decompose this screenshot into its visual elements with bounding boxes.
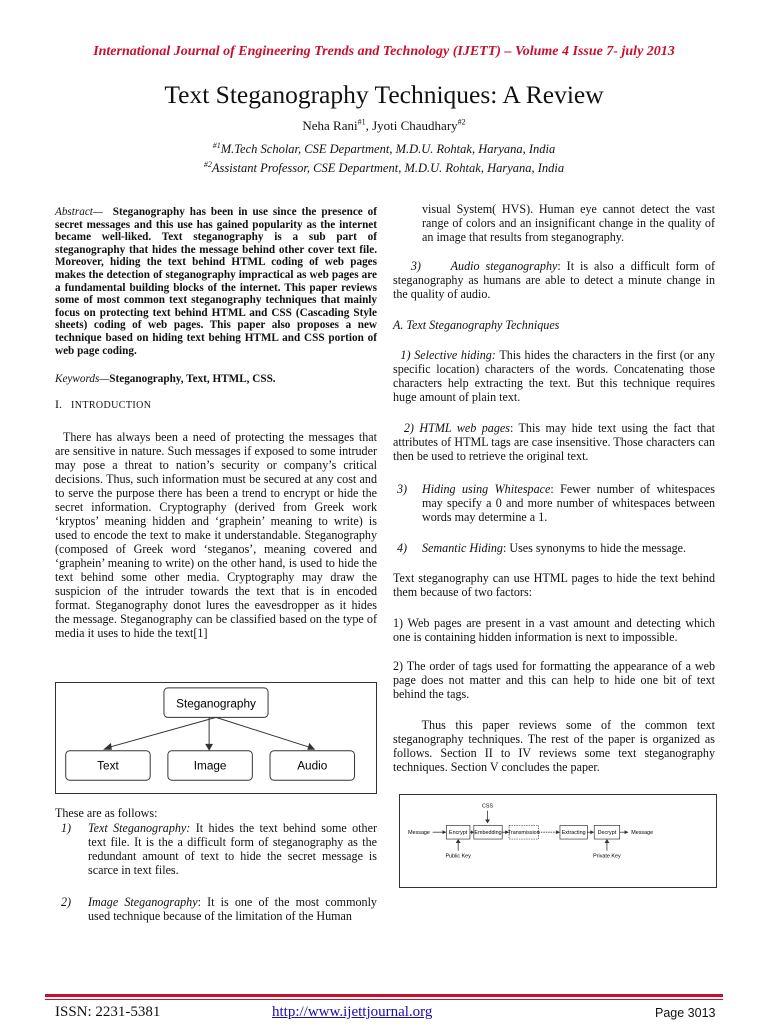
affiliation-2 [0,161,768,176]
technique-number: 1) [400,348,411,362]
encrypt-label: Encrypt [449,830,468,837]
section-number: I. [55,397,62,411]
item-text: It hides the text behind some other text file. It is the a difficult form of steganography as the redundant amount of text to hide the secret message is scarce in text files. [88,821,377,877]
affiliation-1 [0,142,768,157]
author-2-sup: #2 [457,117,466,127]
technique-number: 4) [397,541,408,555]
figure-2-diagram [400,795,716,887]
child-label-text: Text [97,759,119,773]
arrowhead-4 [556,830,560,834]
arrowhead-2 [471,830,474,834]
technique-number: 2) [403,421,414,435]
item-text: : It is also a difficult form of steganography as humans are able to detect a minute change in the quality of audio. [393,259,715,301]
abstract-text: Steganography has been in use since the presence of secret messages and this use has gained popularity as the internet became well-liked. Text steganography is a sub part of steganography that hides the message behind other cover text file. Moreover, hiding the text behind HTML coding of web pages makes the detection of steganography impractical as web pages are a fundamental building blocks of the internet. This paper reviews some of most common text steganography techniques that mainly focus on protecting text behind HTML and CSS (Cascading Style sheets) coding of web pages. This paper also proposes a new technique based on hiding text behing HTML and CSS portion of web page coding. [55,206,378,357]
css-label: CSS [482,803,494,810]
technique-text: : This may hide text using the fact that attributes of HTML tags are case insensitive. Those characters can then be used to retrieve the original text. [393,421,716,463]
keywords [55,372,377,386]
abstract-label: Abstract— [55,206,103,218]
item-number: 2) [61,895,72,909]
root-label: Steganography [176,697,256,711]
authors: Neha Rani$^{\#1}$, Jyoti Chaudhary$^{\#2}$ [302,117,466,133]
technique-text: This hides the characters in the first (or any specific location) characters of the words. Concatenating those characters help extracting the text. But this technique requires huge amount of plain text. [393,348,716,404]
item-number: 1) [61,821,72,835]
private-key-label: Private Key [593,853,621,860]
item-title: Text Steganography: [88,821,191,835]
image-steganography-continued: visual System( HVS). Human eye cannot detect the vast range of colors and an insignificant change in the quality of an image that results from steganography. [422,202,715,244]
item-number: 3) [410,259,421,273]
arrowhead-6 [625,830,629,834]
arrow-to-audio [216,717,311,747]
child-label-image: Image [193,759,227,773]
section-heading-introduction [55,397,377,413]
affiliation-1-sup: #1 [212,140,221,150]
affiliation-1-text: M.Tech Scholar, CSE Department, M.D.U. Rohtak, Haryana, India [220,142,556,156]
message-out-label: Message [631,830,654,837]
author-1-sup: #1 [357,117,366,127]
transmission-label: Transmission [507,830,540,837]
child-label-audio: Audio [297,759,328,773]
paper-title: Text Steganography Techniques: A Review [164,80,604,109]
paper-organization [393,718,715,774]
extracting-label: Extracting [561,830,586,837]
technique-title: Semantic Hiding [422,541,503,555]
abstract [55,206,377,357]
arrow-to-text [107,717,216,747]
introduction-body [55,430,377,640]
paper-organization-text: Thus this paper reviews some of the common text steganography techniques. The rest of the paper is organized as follows. Section II to IV reviews some text steganography techniques. Section V concludes the paper. [393,718,715,774]
author-2: Jyoti Chaudhary [372,118,458,133]
types-intro: These are as follows: [55,806,158,820]
message-in-label: Message [408,830,430,837]
keywords-label: Keywords— [55,373,110,385]
factor-1: 1) Web pages are present in a vast amount and detecting which one is containing hidden information is next to impossible. [393,616,715,644]
footer-rule-thick [45,994,723,997]
subsection-heading: A. Text Steganography Techniques [393,318,560,332]
css-arrowhead [485,819,490,823]
technique-selective-hiding [393,348,715,404]
arrowhead-5 [590,830,594,834]
technique-title: HTML web pages [419,421,510,435]
html-pages-intro: Text steganography can use HTML pages to hide the text behind them because of two factors: [393,571,715,599]
introduction-text: There has always been a need of protecting the messages that are sensitive in nature. Such messages if exposed to some intruder may pose a threat to nation’s security or company’s critical decisions. Thus, such information must be secured at any cost and to serve the purpose there has been a trend to encrypt or hide the secret information. Cryptography (derived from Greek work ‘kryptos’ meaning hidden and ‘graphein’ meaning to write) is used to encode the text to make it understandable. Steganography (composed of Greek word ‘steganos’, meaning covered and ‘graphein’ meaning to write) on the other hand, is used to hide the text behind some other media. Cryptography may draw the suspicion of the intruder towards the text that is in encoded format. Steganography donot lures the eavesdropper as it hides the message. Steganography can be classified based on the type of media it uses to hide the text[1] [55,430,377,640]
footer-rule-thin [45,999,723,1000]
technique-title: Hiding using Whitespace [422,482,551,496]
public-key-label: Public Key [445,853,471,860]
arrowhead-image [205,744,213,751]
public-key-arrowhead [456,839,461,843]
figure-1-diagram [56,683,376,793]
journal-header: International Journal of Engineering Trends and Technology (IJETT) – Volume 4 Issue 7- july 2013 [93,44,675,59]
technique-text: : Uses synonyms to hide the message. [502,541,687,555]
factor-2: 2) The order of tags used for formatting the appearance of a web page does not matter and this can help to hide one bit of text behind the tags. [393,659,715,701]
keywords-text: Steganography, Text, HTML, CSS. [109,373,276,385]
technique-html-web-pages [393,421,715,463]
footer-page-number: Page 3013 [655,1006,716,1020]
technique-title: Selective hiding: [414,348,496,362]
section-title: INTRODUCTION [71,400,152,411]
arrowhead-1 [443,830,447,834]
embedding-label: Embedding [474,830,502,837]
item-text: : It is one of the most commonly used technique because of the limitation of the Human [88,895,377,923]
arrowhead-text [103,743,112,750]
footer-journal-link[interactable]: http://www.ijettjournal.org [272,1004,433,1020]
arrowhead-audio [307,743,315,750]
footer-issn: ISSN: 2231-5381 [55,1004,161,1020]
technique-text: : Fewer number of whitespaces may specify a 0 and more number of whitespaces between words may determine a 1. [422,482,716,524]
private-key-arrowhead [604,839,609,843]
decrypt-label: Decrypt [597,830,617,837]
author-1: Neha Rani [302,118,358,133]
item-title: Image Steganography [88,895,198,909]
affiliation-2-sup: #2 [203,159,212,169]
list-item-audio-steganography [393,259,715,301]
item-title: Audio steganography [450,259,558,273]
technique-number: 3) [397,482,408,496]
affiliation-2-text: Assistant Professor, CSE Department, M.D.U. Rohtak, Haryana, India [211,161,565,175]
figure-steganography-types [55,682,377,794]
figure-steganography-pipeline [399,794,717,888]
